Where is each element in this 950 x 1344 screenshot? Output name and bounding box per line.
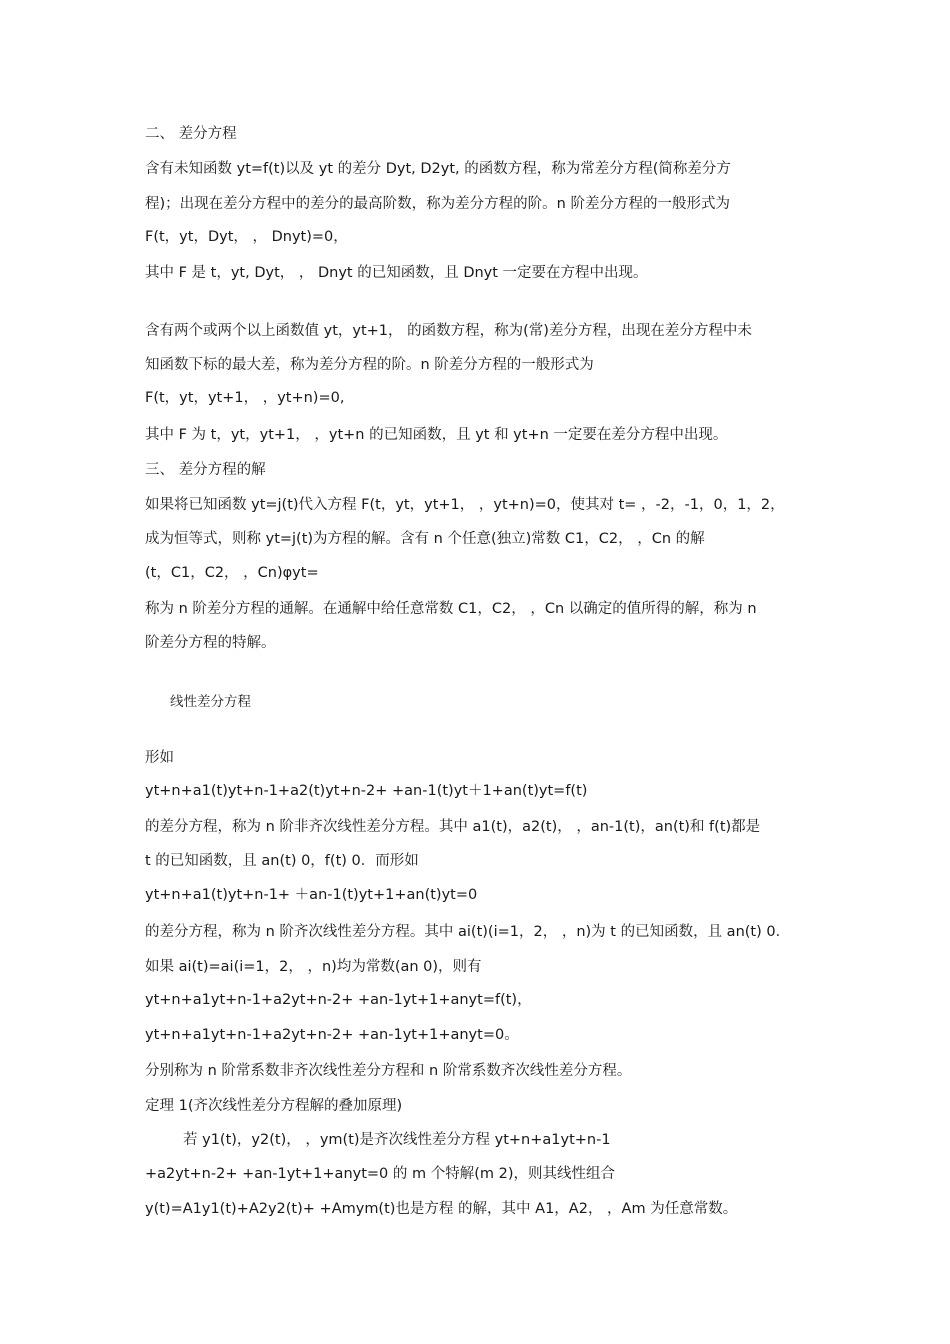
paragraph-line: 称为 n 阶差分方程的通解。在通解中给任意常数 C1，C2， ，Cn 以确定的值所得的解，称为 n	[145, 601, 757, 617]
paragraph-line: 成为恒等式，则称 yt=j(t)为方程的解。含有 n 个任意(独立)常数 C1，C2， ，Cn 的解	[145, 531, 705, 547]
paragraph-line: 知函数下标的最大差，称为差分方程的阶。n 阶差分方程的一般形式为	[145, 357, 594, 373]
section-heading-solution: 三、 差分方程的解	[145, 462, 266, 478]
subheading-linear-difference-equation: 线性差分方程	[170, 694, 251, 710]
paragraph-line: 含有未知函数 yt=f(t)以及 yt 的差分 Dyt, D2yt, 的函数方程，称为常差分方程(简称差分方	[145, 161, 731, 177]
paragraph-line: 的差分方程，称为 n 阶非齐次线性差分方程。其中 a1(t)，a2(t)， ，an-1(t)，an(t)和 f(t)都是	[145, 819, 761, 835]
section-heading-difference-equation: 二、 差分方程	[145, 126, 237, 142]
formula-line: yt+n+a1yt+n-1+a2yt+n-2+ +an-1yt+1+anyt=f(t)，	[145, 992, 532, 1008]
paragraph-line: 如果将已知函数 yt=j(t)代入方程 F(t，yt，yt+1， ，yt+n)=0，使其对 t= ，-2，-1，0，1，2，	[145, 497, 785, 513]
formula-line: yt+n+a1(t)yt+n-1+ ＋an-1(t)yt+1+an(t)yt=0	[145, 887, 478, 903]
paragraph-line: 阶差分方程的特解。	[145, 635, 276, 651]
paragraph-line: 其中 F 是 t，yt, Dyt， ， Dnyt 的已知函数，且 Dnyt 一定要在方程中出现。	[145, 265, 648, 281]
theorem-heading: 定理 1(齐次线性差分方程解的叠加原理)	[145, 1098, 403, 1114]
paragraph-line: t 的已知函数，且 an(t) 0，f(t) 0．而形如	[145, 853, 419, 869]
paragraph-line: 程)；出现在差分方程中的差分的最高阶数，称为差分方程的阶。n 阶差分方程的一般形式为	[145, 196, 730, 212]
paragraph-line: 含有两个或两个以上函数值 yt，yt+1， 的函数方程，称为(常)差分方程，出现在差分方程中未	[145, 323, 752, 339]
paragraph-line: 若 y1(t)，y2(t)， ，ym(t)是齐次线性差分方程 yt+n+a1yt+n-1	[183, 1132, 611, 1148]
formula-line: yt+n+a1yt+n-1+a2yt+n-2+ +an-1yt+1+anyt=0。	[145, 1027, 519, 1043]
paragraph-line: 如果 ai(t)=ai(i=1，2， ，n)均为常数(an 0)，则有	[145, 959, 482, 975]
formula-line: (t，C1，C2， ，Cn)φyt=	[145, 565, 319, 581]
paragraph-line: 形如	[145, 750, 174, 766]
paragraph-line: +a2yt+n-2+ +an-1yt+1+anyt=0 的 m 个特解(m 2)，则其线性组合	[145, 1166, 615, 1182]
paragraph-line: 分别称为 n 阶常系数非齐次线性差分方程和 n 阶常系数齐次线性差分方程。	[145, 1063, 632, 1079]
formula-line: yt+n+a1(t)yt+n-1+a2(t)yt+n-2+ +an-1(t)yt＋1+an(t)yt=f(t)	[145, 783, 588, 799]
paragraph-line: y(t)=A1y1(t)+A2y2(t)+ +Amym(t)也是方程 的解，其中 A1，A2， ，Am 为任意常数。	[145, 1201, 738, 1217]
paragraph-line: 其中 F 为 t，yt，yt+1， ，yt+n 的已知函数，且 yt 和 yt+n 一定要在差分方程中出现。	[145, 427, 728, 443]
formula-line: F(t，yt，Dyt， ， Dnyt)=0，	[145, 229, 348, 245]
formula-line: F(t，yt，yt+1， ，yt+n)=0,	[145, 390, 345, 406]
paragraph-line: 的差分方程，称为 n 阶齐次线性差分方程。其中 ai(t)(i=1，2， ，n)为 t 的已知函数，且 an(t) 0．	[145, 924, 791, 940]
